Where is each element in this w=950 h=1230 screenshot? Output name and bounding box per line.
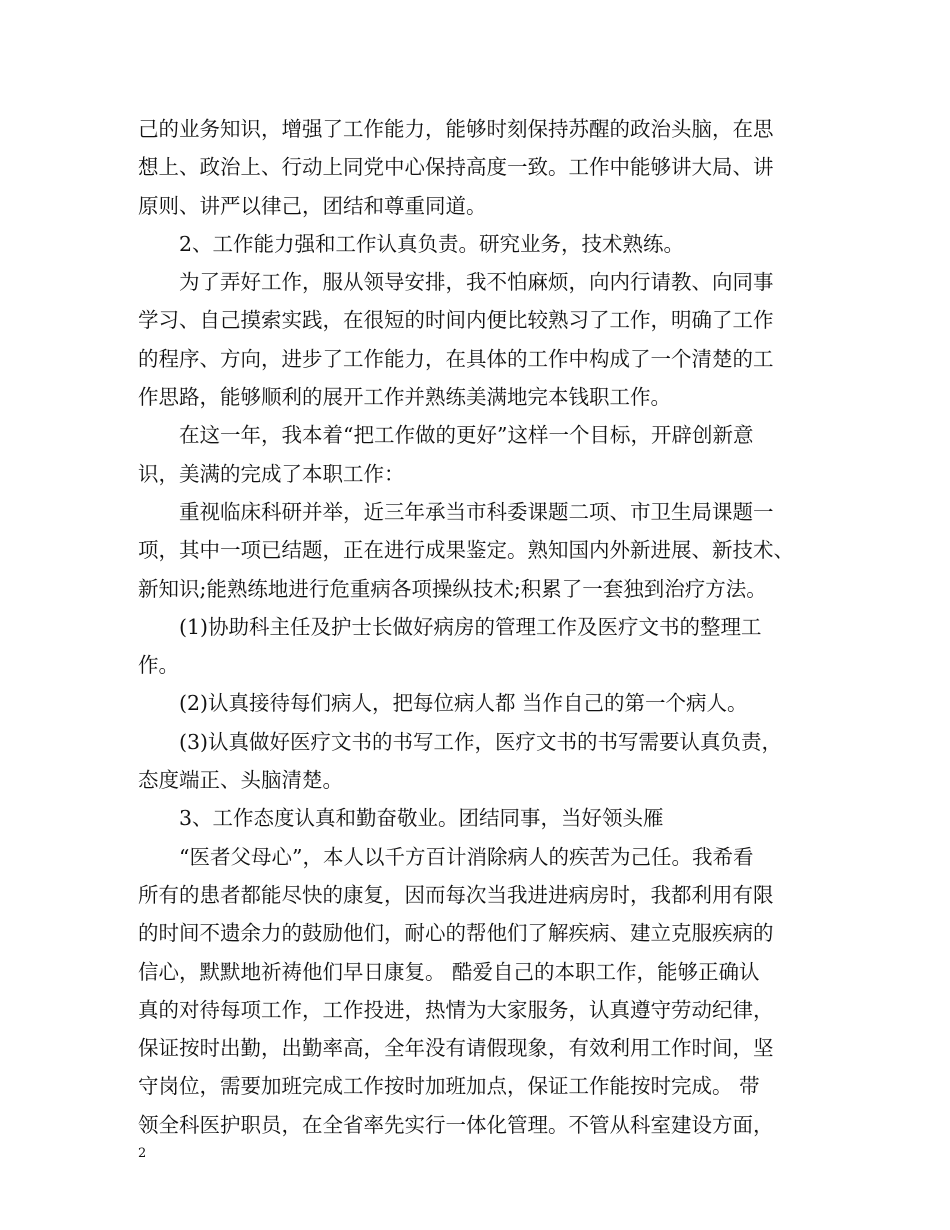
text-line: (3)认真做好医疗文书的书写工作，医疗文书的书写需要认真负责， — [179, 729, 783, 754]
text-line: 想上、政治上、行动上同党中心保持高度一致。工作中能够讲大局、讲 — [138, 155, 774, 180]
text-line: 己的业务知识，增强了工作能力，能够时刻保持苏醒的政治头脑，在思 — [138, 117, 774, 141]
text-line: 2、工作能力强和工作认真负责。研究业务，技术熟练。 — [179, 231, 685, 256]
text-line: 作思路，能够顺利的展开工作并熟练美满地完本钱职工作。 — [138, 385, 671, 410]
text-line: 学习、自己摸索实践，在很短的时间内便比较熟习了工作，明确了工作 — [138, 308, 774, 333]
text-line: 3、工作态度认真和勤奋敬业。团结同事，当好领头雁 — [179, 806, 664, 831]
text-line: 新知识;能熟练地进行危重病各项操纵技术;积累了一套独到治疗方法。 — [138, 576, 767, 601]
text-line: 态度端正、头脑清楚。 — [138, 768, 343, 793]
text-line: 重视临床科研并举，近三年承当市科委课题二项、市卫生局课题一 — [179, 499, 774, 524]
text-line: (2)认真接待每们病人，把每位病人都 当作自己的第一个病人。 — [179, 691, 748, 716]
document-body — [138, 110, 828, 1144]
text-line: 真的对待每项工作，工作投进，热情为大家服务，认真遵守劳动纪律， — [138, 997, 774, 1022]
text-line: 保证按时出勤，出勤率高，全年没有请假现象，有效利用工作时间，坚 — [138, 1036, 774, 1061]
text-line: 信心，默默地祈祷他们早日康复。 酷爱自己的本职工作，能够正确认 — [138, 959, 760, 984]
page-number: 2 — [138, 1146, 147, 1161]
text-line: 的时间不遗余力的鼓励他们，耐心的帮他们了解疾病、建立克服疾病的 — [138, 921, 774, 946]
text-line: 识，美满的完成了本职工作： — [138, 461, 405, 486]
text-line: 所有的患者都能尽快的康复，因而每次当我进进病房时，我都利用有限 — [138, 882, 774, 907]
text-line: 守岗位，需要加班完成工作按时加班加点，保证工作能按时完成。 带 — [138, 1074, 760, 1099]
text-line: “医者父母心”，本人以千方百计消除病人的疾苦为己任。我希看 — [179, 844, 754, 869]
text-line: (1)协助科主任及护士长做好病房的管理工作及医疗文书的整理工 — [179, 614, 762, 639]
text-line: 领全科医护职员，在全省率先实行一体化管理。不管从科室建设方面， — [138, 1112, 774, 1137]
text-line: 原则、讲严以律己，团结和尊重同道。 — [138, 193, 487, 218]
text-line: 在这一年，我本着“把工作做的更好”这样一个目标，开辟创新意 — [179, 423, 754, 448]
text-line: 为了弄好工作，服从领导安排，我不怕麻烦，向内行请教、向同事 — [179, 270, 774, 295]
text-line: 的程序、方向，进步了工作能力，在具体的工作中构成了一个清楚的工 — [138, 346, 774, 371]
text-line: 作。 — [138, 653, 179, 678]
text-line: 项，其中一项已结题，正在进行成果鉴定。熟知国内外新进展、新技术、 — [138, 538, 794, 563]
